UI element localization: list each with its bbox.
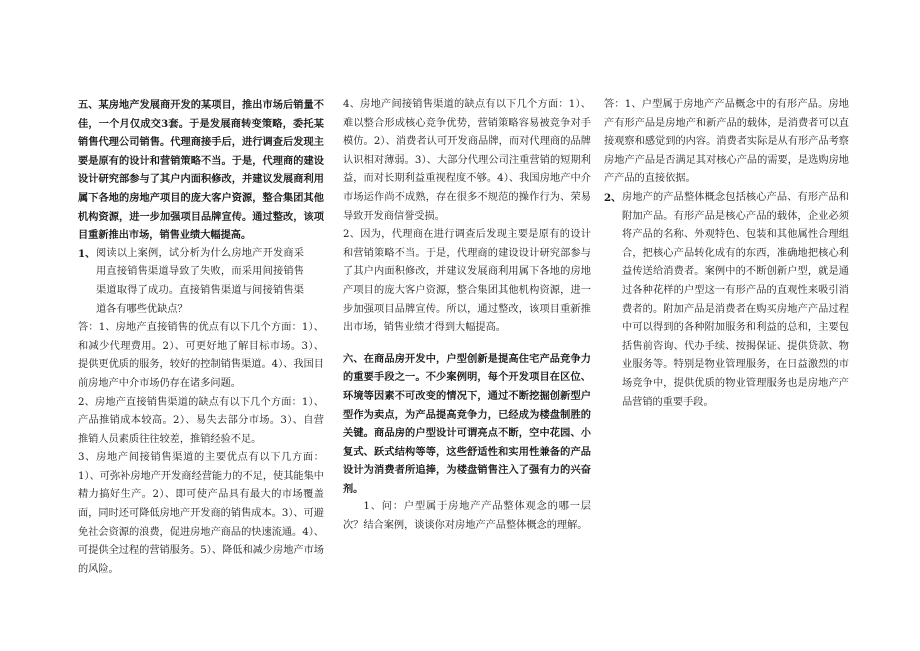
question-one-number: 1、 [78, 247, 96, 260]
answer-reason: 2、因为，代理商在进行调查后发现主要是原有的设计和营销策略不当。于是，代理商的建设设计研究部参与了其户内面积修改，并建议发展商利用属下各地的房地产项目的庞大客户资源，整合集团其他机构资源，进一步加强项目品牌宣传。所以，通过整改，该项目重新推出市场，销售业绩才得到大幅提高。 [343, 229, 591, 334]
column-middle [343, 96, 591, 536]
answer-direct-advantages: 答：1、房地产直接销售的优点有以下几个方面：1）、和减少代理费用。2）、可更好地了解目标市场。3）、提供更优质的服务，较好的控制销售渠道。4）、我国目前房地产中介市场仍存在诸多问题。 [78, 322, 324, 389]
column-left [78, 96, 324, 579]
answer-six-part-two-text: 房地产的产品整体概念包括核心产品、有形产品和附加产品。有形产品是核心产品的载体，企业必须将产品的名称、外观特色、包装和其他属性合理组合，把核心产品转化成有的东西，准确地把核心利益传送给消费者。案例中的不断创新户型，就是通过各种花样的户型这一有形产品的直观性来吸引消费者的。附加产品是消费者在购买房地产产品过程中可以得到的各种附加服务和利益的总和，主要包括售前咨询、代办手续、按揭保证、提供贷款、物业服务等。特别是物业管理服务，在日益激烈的市场竞争中，提供优质的物业管理服务也是房地产产品营销的重要手段。 [622, 191, 849, 408]
answer-six-part-two [604, 189, 849, 412]
question-one-text: 阅读以上案例，试分析为什么房地产开发商采用直接销售渠道导致了失败，而采用间接销售渠道取得了成功。直接销售渠道与间接销售渠道各有哪些优缺点？ [96, 247, 304, 315]
answer-six-part-two-number: 2、 [604, 191, 622, 204]
answer-six-part-one: 答：1、户型属于房地产产品概念中的有形产品。房地产有形产品是房地产和新产品的载体，是消费者可以直接观察和感觉到的内容。消费者实际是从有形产品考察房地产产品是否满足其对核心产品的需要，是选购房地产产品的直接依据。 [604, 99, 849, 185]
question-six: 1、问：户型属于房地产产品整体观念的哪一层次？结合案例，谈谈你对房地产产品整体概念的理解。 [343, 501, 591, 532]
question-one [78, 245, 324, 319]
answer-indirect-disadvantages: 4、房地产间接销售渠道的缺点有以下几个方面：1）、难以整合形成核心竞争优势，营销策略容易被竞争对手模仿。2）、消费者认可开发商品牌，而对代理商的品牌认识相对薄弱。3）、大部分代理公司注重营销的短期利益，而对长期利益重视程度不够。4）、我国房地产中介市场运作尚不成熟，存在很多不规范的操作行为、荣易导致开发商信誉受损。 [343, 99, 591, 222]
case-six-paragraph: 六、在商品房开发中，户型创新是提高住宅产品竞争力的重要手段之一。不少案例明，每个开发项目在区位、环境等因素不可改变的情况下，通过不断挖掘创新型户型作为卖点，为产品提高竞争力，已经成为楼盘制胜的关键。商品房的户型设计可谓亮点不断，空中花园、小复式、跃式结构等等，这些舒适性和实用性兼备的产品设计为消费者所追捧，为楼盘销售注入了强有力的兴奋剂。 [343, 352, 591, 495]
case-five-paragraph: 五、某房地产发展商开发的某项目，推出市场后销量不佳，一个月仅成交3套。于是发展商转变策略，委托某销售代理公司销售。代理商接手后，进行调查后发现主要是原有的设计和营销策略不当。于是，代理商的建设设计研究部参与了其户内面积修改，并建议发展商利用属下各地的房地产项目的庞大客户资源，整合集团其他机构资源，进一步加强项目品牌宣传。通过整改，该项目重新推出市场，销售业绩大幅提高。 [78, 99, 324, 242]
column-right [604, 96, 849, 412]
answer-direct-disadvantages: 2、房地产直接销售渠道的缺点有以下几个方面：1）、产品推销成本较高。2）、易失去部分市场。3）、自营推销人员素质往往较差，推销经验不足。 [78, 396, 324, 445]
answer-indirect-advantages: 3、房地产间接销售渠道的主要优点有以下几方面：1）、可弥补房地产开发商经营能力的不足，使其能集中精力搞好生产。2）、即可使产品具有最大的市场覆盖面，同时还可降低房地产开发商的销售成本。3）、可避免社会资源的浪费，促进房地产商品的快速流通。4）、可提供全过程的营销服务。5）、降低和减少房地产市场的风险。 [78, 452, 324, 575]
